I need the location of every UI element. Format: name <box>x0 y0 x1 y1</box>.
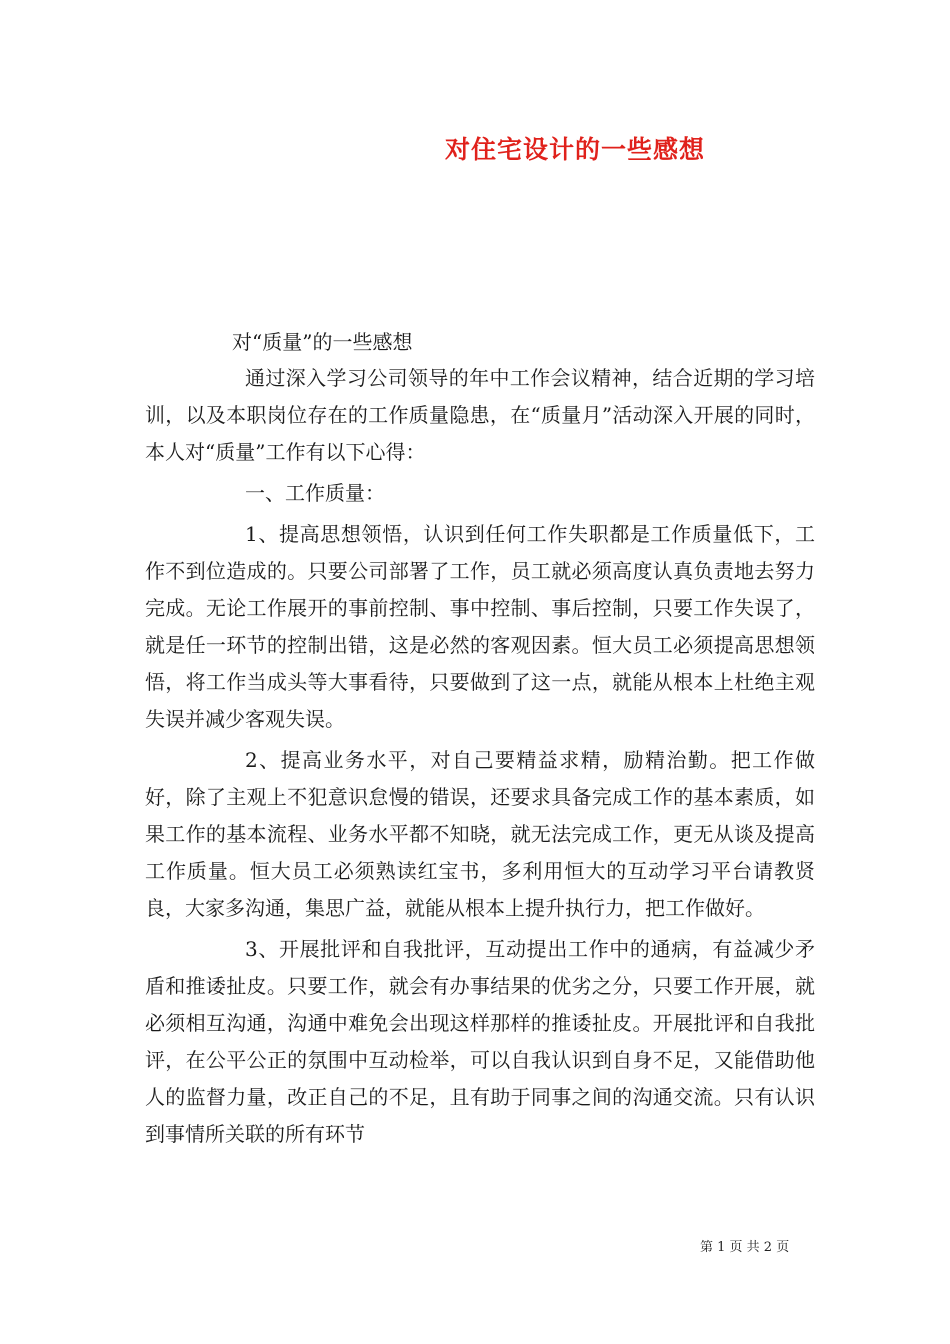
page-number-footer: 第 1 页 共 2 页 <box>700 1240 790 1255</box>
document-subtitle: 对“质量”的一些感想 <box>232 330 413 354</box>
paragraph-point-3: 3、开展批评和自我批评，互动提出工作中的通病，有益减少矛盾和推诿扯皮。只要工作，就会有办事结果的优劣之分，只要工作开展，就必须相互沟通，沟通中难免会出现这样那样的推诿扯皮。开展批评和自我批评，在公平公正的氛围中互动检举，可以自我认识到自身不足，又能借助他人的监督力量，改正自己的不足，且有助于同事之间的沟通交流。只有认识到事情所关联的所有环节 <box>145 937 815 1146</box>
paragraph-point-2: 2、提高业务水平，对自己要精益求精，励精治勤。把工作做好，除了主观上不犯意识怠慢的错误，还要求具备完成工作的基本素质，如果工作的基本流程、业务水平都不知晓，就无法完成工作，更无从谈及提高工作质量。恒大员工必须熟读红宝书，多利用恒大的互动学习平台请教贤良，大家多沟通，集思广益，就能从根本上提升执行力，把工作做好。 <box>145 748 815 920</box>
paragraph-point-1: 1、提高思想领悟，认识到任何工作失职都是工作质量低下，工作不到位造成的。只要公司部署了工作，员工就必须高度认真负责地去努力完成。无论工作展开的事前控制、事中控制、事后控制，只要工作失误了，就是任一环节的控制出错，这是必然的客观因素。恒大员工必须提高思想领悟，将工作当成头等大事看待，只要做到了这一点，就能从根本上杜绝主观失误并减少客观失误。 <box>145 522 815 731</box>
paragraph-intro: 通过深入学习公司领导的年中工作会议精神，结合近期的学习培训，以及本职岗位存在的工作质量隐患，在“质量月”活动深入开展的同时，本人对“质量”工作有以下心得： <box>145 366 815 464</box>
document-body <box>145 360 815 1157</box>
document-title: 对住宅设计的一些感想 <box>444 135 705 164</box>
section-heading: 一、工作质量： <box>245 481 385 505</box>
